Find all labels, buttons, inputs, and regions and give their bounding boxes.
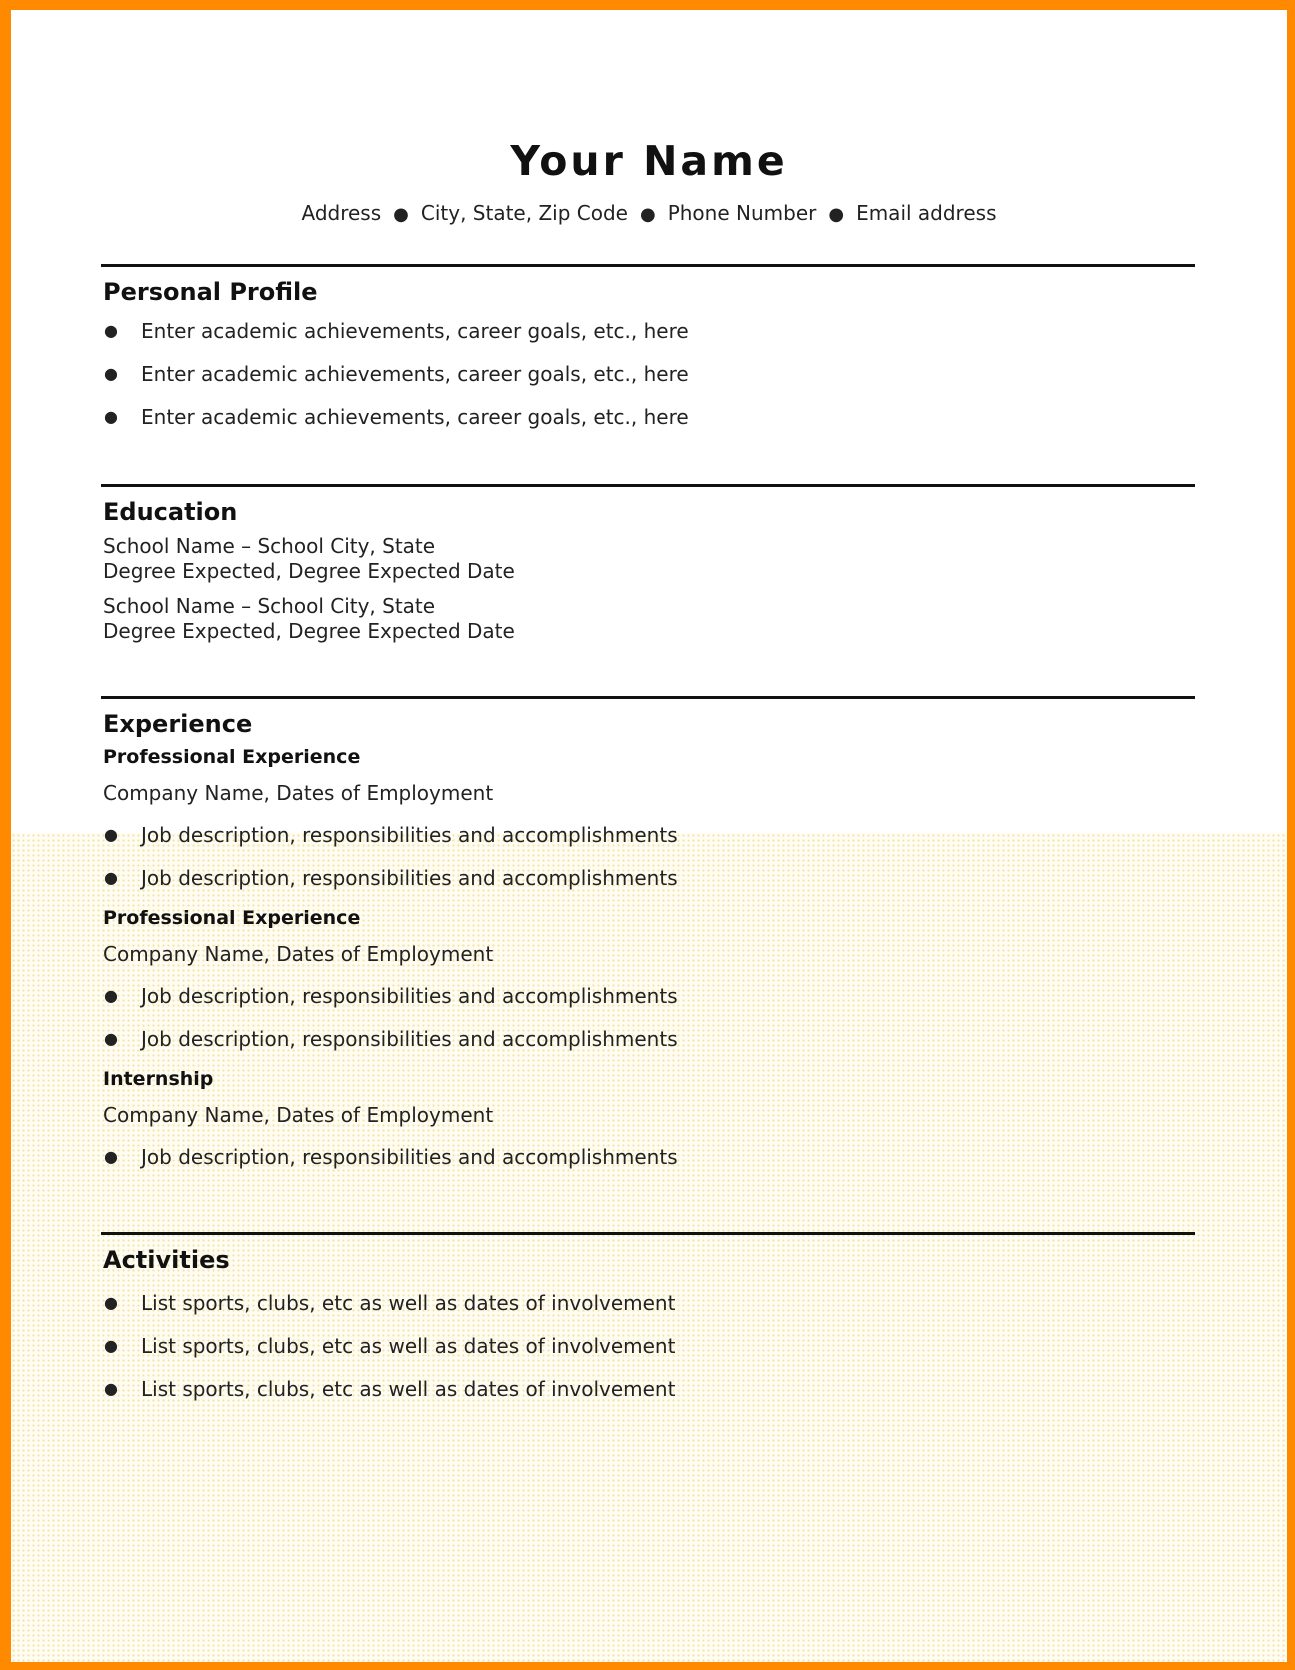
contact-phone: Phone Number (667, 201, 817, 225)
experience-subtitle: Internship (103, 1068, 214, 1090)
bullet-icon: ● (104, 825, 118, 844)
list-item (103, 983, 1193, 1009)
separator-bullet-icon: ● (828, 204, 845, 225)
separator-bullet-icon: ● (639, 204, 656, 225)
contact-line (11, 200, 1287, 228)
bullet-icon: ● (104, 364, 118, 383)
experience-group (103, 744, 1193, 891)
bullet-icon: ● (104, 1029, 118, 1048)
section-experience (103, 708, 1193, 1170)
list-item (103, 1144, 1193, 1170)
job-list (103, 822, 1193, 891)
bullet-icon: ● (104, 1293, 118, 1312)
list-item-text: Enter academic achievements, career goals, etc., here (141, 405, 689, 429)
section-activities (103, 1244, 1193, 1402)
list-item-text: List sports, clubs, etc as well as dates of involvement (141, 1334, 676, 1358)
bullet-icon: ● (104, 1379, 118, 1398)
job-list (103, 1144, 1193, 1170)
contact-address: Address (301, 201, 382, 225)
list-item (103, 318, 1193, 344)
section-divider (101, 264, 1195, 267)
bullet-icon: ● (104, 1147, 118, 1166)
experience-group (103, 1066, 1193, 1170)
company-line: Company Name, Dates of Employment (103, 1103, 494, 1127)
list-item-text: Enter academic achievements, career goals, etc., here (141, 319, 689, 343)
list-item-text: Job description, responsibilities and accomplishments (141, 823, 678, 847)
section-divider (101, 484, 1195, 487)
list-item-text: Job description, responsibilities and accomplishments (141, 984, 678, 1008)
list-item (103, 865, 1193, 891)
list-item (103, 1290, 1193, 1316)
experience-subtitle: Professional Experience (103, 746, 361, 768)
list-item-text: Job description, responsibilities and accomplishments (141, 866, 678, 890)
separator-bullet-icon: ● (393, 204, 409, 225)
list-item-text: Enter academic achievements, career goals, etc., here (141, 362, 689, 386)
bullet-icon: ● (104, 407, 118, 426)
list-item (103, 1376, 1193, 1402)
contact-email: Email address (856, 201, 997, 225)
bullet-icon: ● (104, 321, 118, 340)
profile-list (103, 318, 1193, 430)
bullet-icon: ● (104, 1336, 118, 1355)
company-line: Company Name, Dates of Employment (103, 942, 494, 966)
school-line: School Name – School City, State (103, 594, 436, 618)
experience-group (103, 905, 1193, 1052)
degree-line: Degree Expected, Degree Expected Date (103, 619, 515, 643)
company-line: Company Name, Dates of Employment (103, 781, 494, 805)
contact-city: City, State, Zip Code (420, 201, 628, 225)
section-divider (101, 696, 1195, 699)
list-item (103, 361, 1193, 387)
list-item (103, 404, 1193, 430)
resume-content (11, 10, 1287, 1662)
section-title: Personal Profile (103, 278, 318, 306)
degree-line: Degree Expected, Degree Expected Date (103, 559, 515, 583)
section-divider (101, 1232, 1195, 1235)
section-personal-profile (103, 276, 1193, 430)
list-item (103, 1333, 1193, 1359)
bullet-icon: ● (104, 868, 118, 887)
section-title: Activities (103, 1246, 230, 1274)
resume-page (11, 10, 1287, 1662)
list-item-text: Job description, responsibilities and accomplishments (141, 1145, 678, 1169)
experience-subtitle: Professional Experience (103, 907, 361, 929)
bullet-icon: ● (104, 986, 118, 1005)
section-education (103, 496, 1193, 644)
activities-list (103, 1290, 1193, 1402)
school-line: School Name – School City, State (103, 534, 436, 558)
list-item-text: List sports, clubs, etc as well as dates of involvement (141, 1377, 676, 1401)
list-item-text: List sports, clubs, etc as well as dates of involvement (141, 1291, 676, 1315)
list-item (103, 1026, 1193, 1052)
list-item (103, 822, 1193, 848)
education-entry (103, 534, 1193, 584)
education-entry (103, 594, 1193, 644)
section-title: Experience (103, 710, 253, 738)
name-heading: Your Name (510, 137, 788, 185)
section-title: Education (103, 498, 238, 526)
list-item-text: Job description, responsibilities and accomplishments (141, 1027, 678, 1051)
job-list (103, 983, 1193, 1052)
